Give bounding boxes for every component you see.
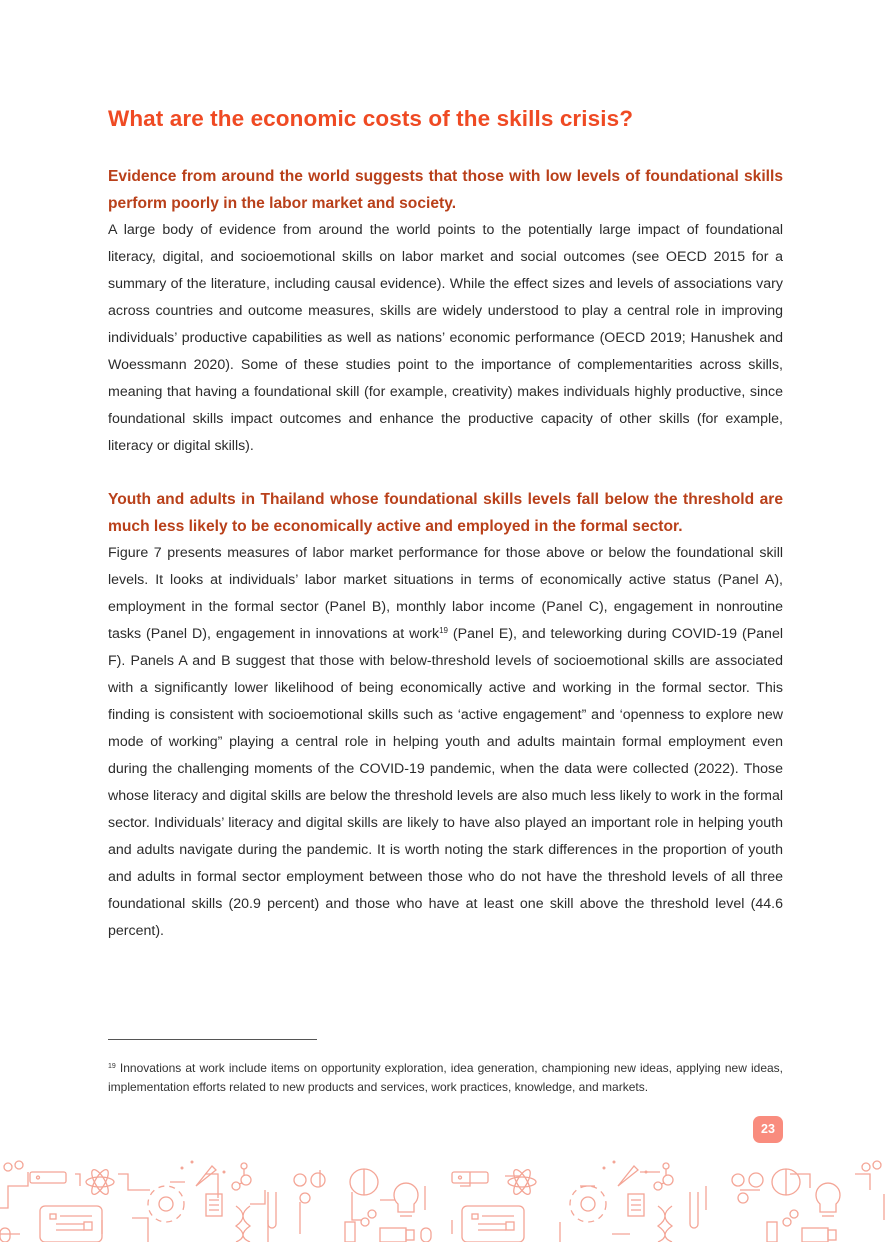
section-heading: What are the economic costs of the skills crisis? [108,106,634,131]
subheading-thailand: Youth and adults in Thailand whose foundational skills levels fall below the threshold are much less likely to be economically active and employed in the formal sector. [108,491,783,535]
paragraph-evidence: A large body of evidence from around the world points to the potentially large impact of foundational literacy, digital, and socioemotional skills on labor market and social outcomes (see OECD 2015 for a summary of the literature, including causal evidence). While the effect sizes and levels of associations vary across countries and outcome measures, skills are widely understood to play a central role in improving individuals’ productive capabilities as well as nations’ economic performance (OECD 2019; Hanushek and Woessmann 2020). Some of these studies point to the importance of complementarities across skills, meaning that having a foundational skill (for example, creativity) makes individuals highly productive, since foundational skills impact outcomes and enhance the productive capacity of other skills (for example, literacy or digital skills). [108,222,783,454]
plus-minus-icon [361,1210,798,1226]
science-icons-footer-decoration [0,1150,891,1242]
paragraph-figure7-part1: Figure 7 presents measures of labor market performance for those above or below the foundational skill levels. It looks at individuals’ labor market situations in terms of economically active status (Panel A), employment in the formal sector (Panel B), monthly labor income (Panel C), engagement in nonroutine tasks (Panel D), engagement in innovations at work [108,545,783,642]
circuit-lines-icon [0,1170,884,1242]
star-icon [181,1161,648,1174]
paragraph-figure7 [108,540,783,945]
capsule-icon [0,1222,777,1242]
footnote-19 [108,1059,783,1097]
dna-icon [236,1206,672,1242]
footnote-text: Innovations at work include items on opportunity exploration, idea generation, championing new ideas, applying new ideas, implementation efforts related to new products and services, work practices, knowledge, and markets. [108,1061,783,1094]
footnote-divider [108,1039,317,1040]
page-number-badge: 23 [753,1116,783,1143]
footnote-number: 19 [108,1063,116,1070]
main-content [108,103,783,945]
subheading-evidence: Evidence from around the world suggests that those with low levels of foundational skills perform poorly in the labor market and society. [108,168,783,212]
rocket-icon [196,1166,638,1186]
paragraph-figure7-part2: (Panel E), and teleworking during COVID-19 (Panel F). Panels A and B suggest that those with below-threshold levels of socioemotional skills are associated with a significantly lower likelihood of being economically active and working in the formal sector. This finding is consistent with socioemotional skills such as ‘active engagement” and ‘openness to explore new mode of working” playing a central role in helping youth and adults maintain formal employment even during the challenging moments of the COVID-19 pandemic, when the data were collected (2022). Those whose literacy and digital skills are below the threshold levels are also much less likely to work in the formal sector. Individuals’ literacy and digital skills are likely to have also played an important role in helping youth and adults navigate during the pandemic. It is worth noting the stark differences in the proportion of youth and adults in formal sector employment between those who do not have the threshold levels of all three foundational skills (20.9 percent) and those who have at least one skill above the threshold level (44.6 percent). [108,626,783,939]
footnote-ref-19[interactable]: 19 [439,626,448,635]
gears-icon [4,1161,881,1203]
